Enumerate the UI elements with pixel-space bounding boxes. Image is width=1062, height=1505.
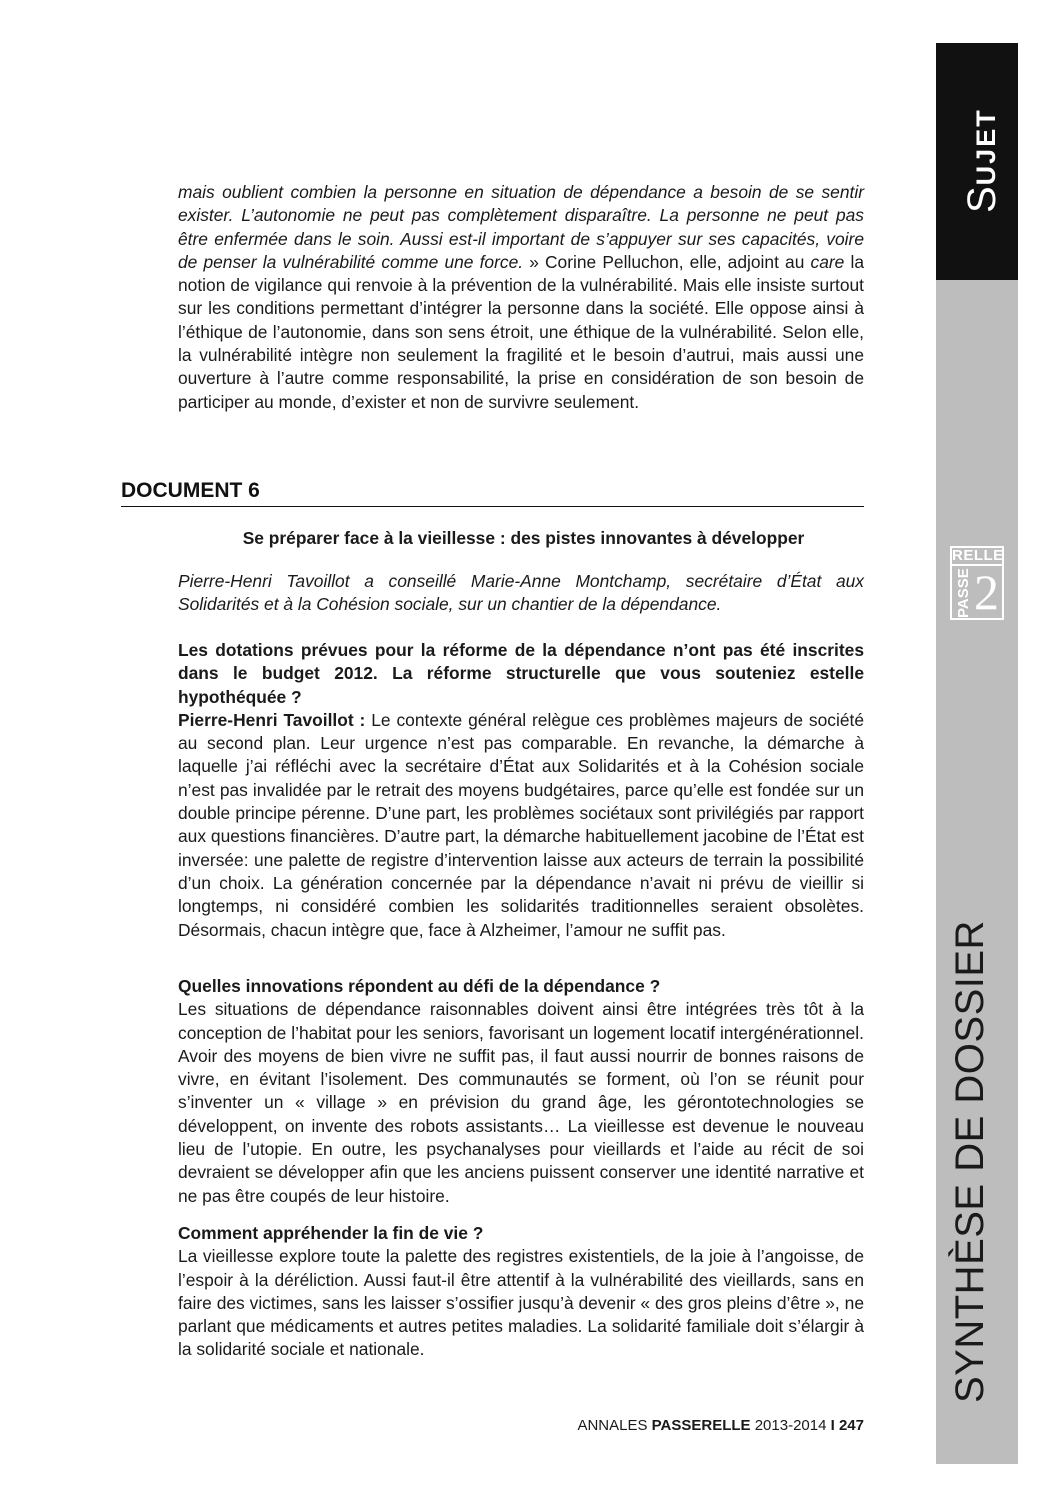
intro-quote-close: » Corine Pelluchon, elle, adjoint au xyxy=(523,251,811,272)
document-heading: DOCUMENT 6 xyxy=(121,478,864,507)
footer-prefix: ANNALES xyxy=(577,1417,652,1434)
document-title: Se préparer face à la vieillesse : des pistes innovantes à développer xyxy=(242,528,805,548)
footer-brand: PASSERELLE xyxy=(651,1417,751,1434)
answer-2: Les situations de dépendance raisonnables doivent ainsi être intégrées très tôt à la conception de l’habitat pour les seniors, favorisant un logement locatif intergénérationnel. Avoir des moyens de bien vivre ne suffit pas, il faut aussi nourrir de bonnes raisons de vivre, en évitant l’isolement. Des communautés se forment, où l’on se réunit pour s’inventer un « village » en prévision du grand âge, les gérontotechnologies se développent, on invente des robots assistants… La vieillesse est devenue le nouveau lieu de l’utopie. En outre, les psychanalyses pour vieillards et l’aide au récit de soi devraient se développer afin que les anciens puissent conserver une identité narrative et ne pas être coupés de leur histoire. xyxy=(178,999,864,1206)
intro-paragraph xyxy=(178,181,864,414)
answer-1: Le contexte général relègue ces problèmes majeurs de société au second plan. Leur urgence n’est pas comparable. En revanche, la démarche à laquelle j’ai réfléchi avec la secrétaire d’État aux Solidarités et à la Cohésion sociale n’est pas invalidée par le retrait des moyens budgétaires, parce qu’elle est fondée sur un double principe pérenne. D’une part, les problèmes sociétaux sont privilégiés par rapport aux questions financières. D’autre part, la démarche habituellement jacobine de l’État est inversée: une palette de registre d’intervention laisse aux acteurs de terrain la possibilité d’un choix. La génération concernée par la dépendance n’avait ni prévu de vieillir si longtemps, ni considéré combien les solidarités traditionnelles seraient obsolètes. Désormais, chacun intègre que, face à Alzheimer, l’amour ne suffit pas. xyxy=(178,709,865,940)
interview-block-3 xyxy=(178,1222,864,1362)
section-label-sujet: SUJET xyxy=(960,108,1004,213)
speaker-name: Pierre-Henri Tavoillot : xyxy=(178,709,366,730)
intro-rest: la notion de vigilance qui renvoie à la prévention de la vulnérabilité. Mais elle insiste surtout sur les conditions permettant d’intégrer la personne dans la société. Elle oppose ainsi à l’éthique de l’autonomie, dans son sens étroit, une éthique de la vulnérabilité. Selon elle, la vulnérabilité intègre non seulement la fragilité et le besoin d’autrui, mais aussi une ouverture à l’autre comme responsabilité, la prise en considération de son besoin de participer au monde, d’exister et non de survivre seulement. xyxy=(178,251,864,412)
intro-italic-quote: mais oublient combien la personne en situation de dépendance a besoin de se sentir exister. L’autonomie ne peut pas complètement disparaître. La personne ne peut pas être enfermée dans le soin. Aussi est-il important de s’appuyer sur ses capacités, voire de penser la vulnérabilité comme une force. xyxy=(178,182,864,272)
document-lead xyxy=(178,570,864,617)
passerelle-2-logo xyxy=(950,546,1004,620)
logo-number: 2 xyxy=(974,564,999,620)
interview-block-1 xyxy=(178,639,864,942)
footer-years: 2013-2014 xyxy=(750,1417,831,1434)
answer-3: La vieillesse explore toute la palette des registres existentiels, de la joie à l’angoisse, de l’espoir à la déréliction. Aussi faut-il être attentif à la vulnérabilité des vieillards, sans en faire des victimes, sans les laisser s’ossifier jusqu’à devenir « des gros pleins d’être », ne parlant que médicaments et autres petites maladies. La solidarité familiale doit s’élargir à la solidarité sociale et nationale. xyxy=(178,1246,864,1360)
section-label-synthese: SYNTHÈSE DE DOSSIER xyxy=(948,920,992,1403)
page-number: I 247 xyxy=(830,1417,864,1434)
question-2: Quelles innovations répondent au défi de la dépendance ? xyxy=(178,976,661,996)
page-footer xyxy=(577,1416,864,1436)
question-1: Les dotations prévues pour la réforme de la dépendance n’ont pas été inscrites dans le budget 2012. La réforme structurelle que vous souteniez estelle hypothéquée ? xyxy=(178,640,864,707)
lead-text: Pierre-Henri Tavoillot a conseillé Marie-Anne Montchamp, secrétaire d’État aux Solidarités et à la Cohésion sociale, sur un chantier de la dépendance. xyxy=(178,571,864,615)
interview-block-2 xyxy=(178,975,864,1208)
logo-side-text: PASSE xyxy=(955,568,972,618)
care-word: care xyxy=(810,251,845,272)
question-3: Comment appréhender la fin de vie ? xyxy=(178,1223,484,1243)
logo-top-text: RELLE xyxy=(952,547,1004,564)
